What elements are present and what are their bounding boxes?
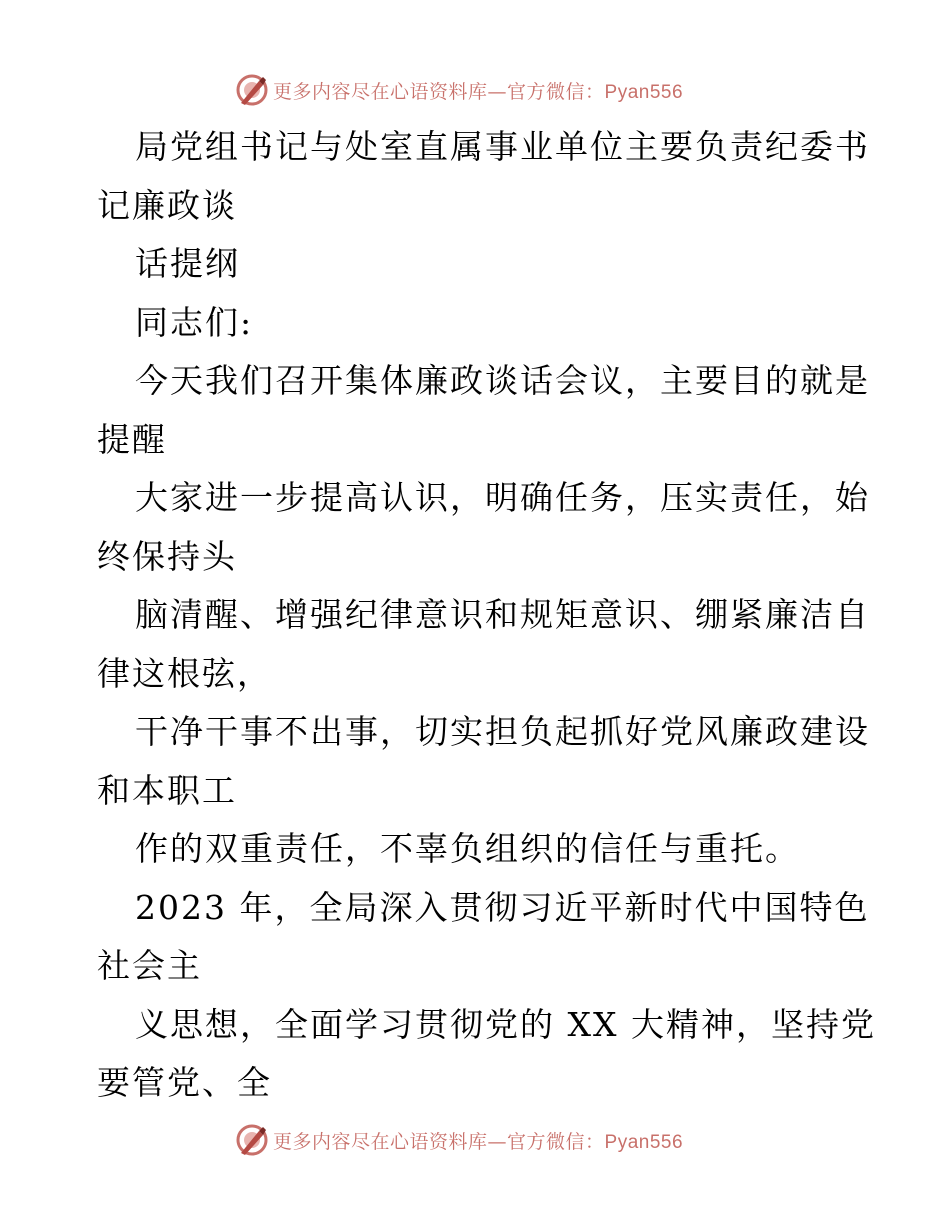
watermark-text: 更多内容尽在心语资料库—官方微信： [273, 80, 605, 103]
salutation: 同志们: [135, 302, 254, 342]
text-line: 干净干事不出事，切实担负起抓好党风廉政建设 [135, 712, 870, 751]
watermark-banner-top [235, 72, 715, 108]
text-line: 社会主 [97, 946, 202, 985]
text-line: 脑清醒、增强纪律意识和规矩意识、绷紧廉洁自 [135, 595, 870, 634]
text-line: 和本职工 [97, 770, 237, 810]
watermark-banner-bottom [235, 1122, 715, 1158]
pen-logo-icon [235, 73, 269, 107]
text-line: 律这根弦， [97, 653, 272, 693]
text-line: 义思想，全面学习贯彻党的 XX 大精神，坚持党 [135, 1004, 876, 1044]
text-line: 2023 年，全局深入贯彻习近平新时代中国特色 [135, 887, 870, 927]
text-line: 要管党、全 [97, 1063, 272, 1102]
text-line: 大家进一步提高认识，明确任务，压实责任，始 [135, 478, 870, 517]
watermark-text: 更多内容尽在心语资料库—官方微信： [273, 1130, 605, 1153]
pen-logo-icon [235, 1123, 269, 1157]
text-line: 话提纲 [135, 244, 240, 283]
document-body [97, 118, 876, 1113]
watermark-handle: Pyan556 [604, 81, 684, 103]
text-line: 作的双重责任，不辜负组织的信任与重托。 [135, 829, 800, 868]
text-line: 终保持头 [97, 536, 237, 576]
text-line: 今天我们召开集体廉政谈话会议，主要目的就是 [135, 361, 870, 400]
watermark-handle: Pyan556 [604, 1131, 684, 1153]
text-line: 局党组书记与处室直属事业单位主要负责纪委书 [135, 127, 870, 166]
text-line: 提醒 [97, 419, 167, 459]
text-line: 记廉政谈 [97, 185, 237, 225]
